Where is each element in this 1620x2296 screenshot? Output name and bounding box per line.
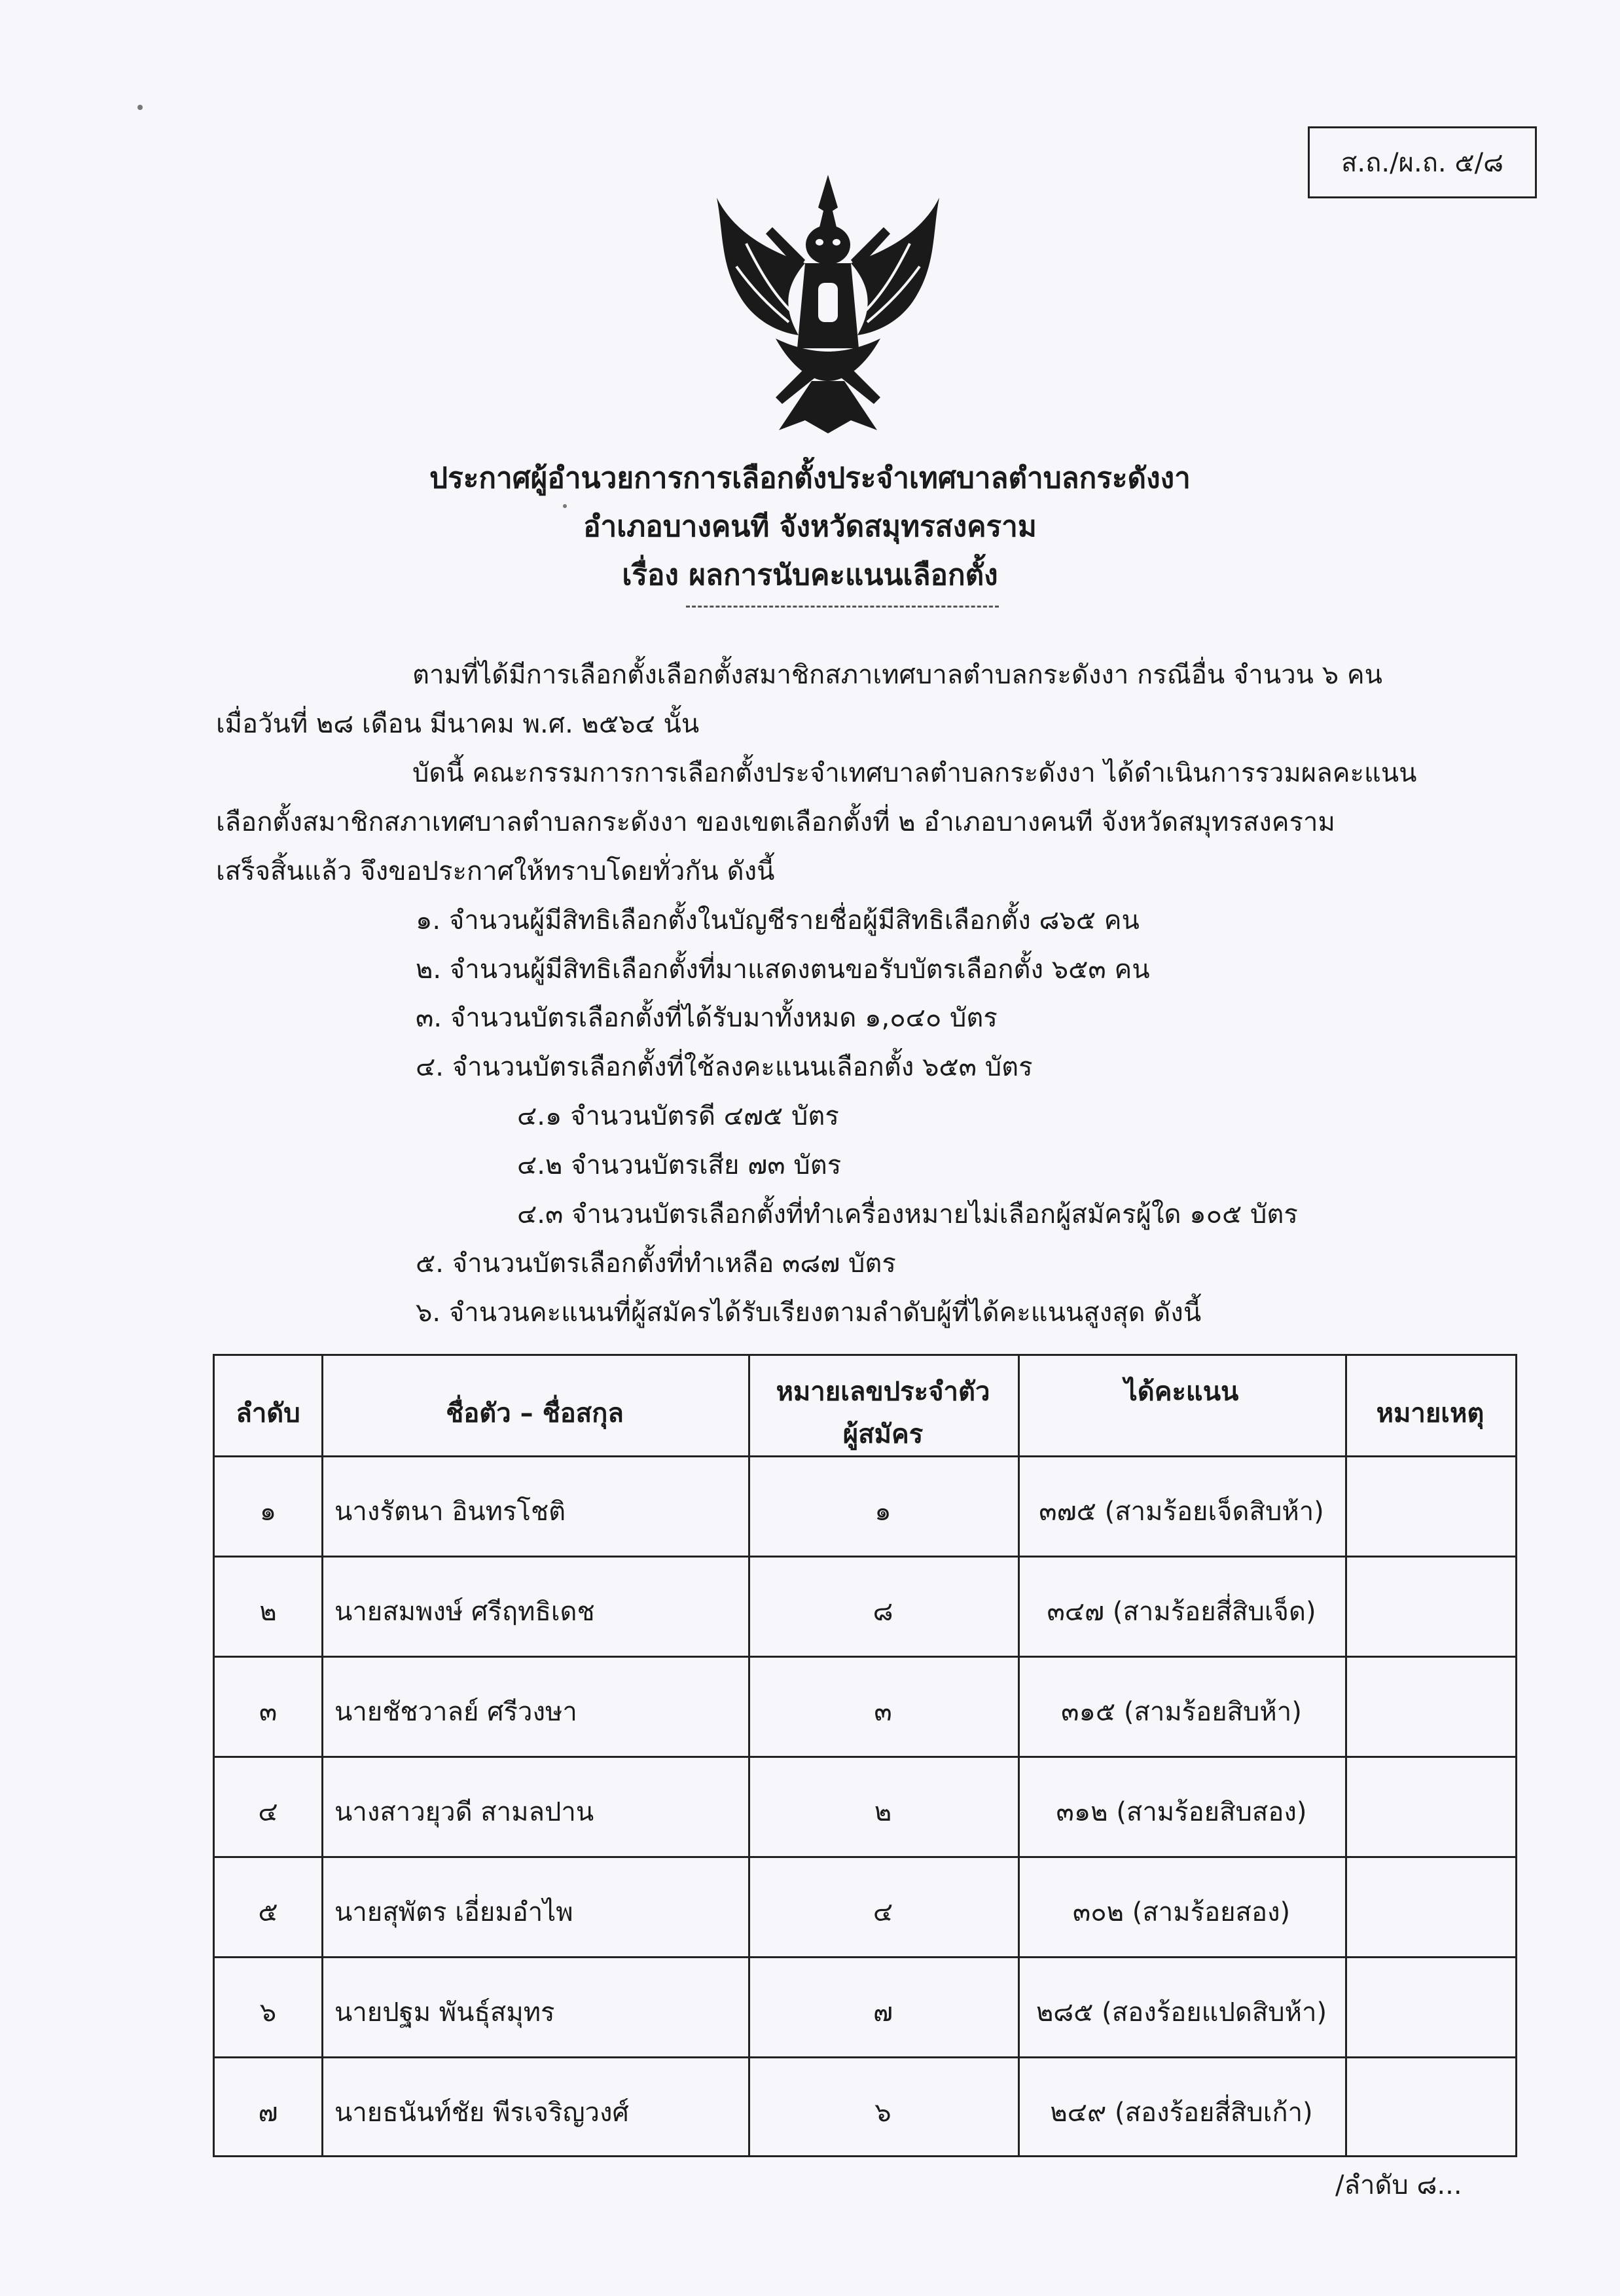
continuation-note: /ลำดับ ๘... xyxy=(1335,2170,1462,2200)
row-7-name: นายธนันท์ชัย พีรเจริญวงศ์ xyxy=(334,2098,629,2128)
announcement-location: อำเภอบางคนที จังหวัดสมุทรสงคราม xyxy=(583,510,1037,543)
paragraph-1-line-1: ตามที่ได้มีการเลือกตั้งเลือกตั้งสมาชิกสภาเทศบาลตำบลกระดังงา กรณีอื่น จำนวน ๖ คน xyxy=(412,660,1382,690)
row-2-name: นายสมพงษ์ ศรีฤทธิเดช xyxy=(334,1597,595,1627)
row-2-rank: ๒ xyxy=(259,1597,277,1627)
row-3-name: นายชัชวาลย์ ศรีวงษา xyxy=(334,1697,577,1727)
row-6-name: นายปฐม พันธุ์สมุทร xyxy=(334,1997,555,2028)
item-5-remaining-ballots: ๕. จำนวนบัตรเลือกตั้งที่ทำเหลือ ๓๘๗ บัตร xyxy=(416,1248,896,1279)
item-4-2-invalid-ballots: ๔.๒ จำนวนบัตรเสีย ๗๓ บัตร xyxy=(517,1150,842,1180)
table-row-divider xyxy=(215,1956,1515,1958)
row-6-votes: ๒๘๕ (สองร้อยแปดสิบห้า) xyxy=(1035,1997,1327,2028)
table-row-divider xyxy=(215,1856,1515,1858)
row-4-votes: ๓๑๒ (สามร้อยสิบสอง) xyxy=(1056,1797,1307,1827)
item-2-voters-present: ๒. จำนวนผู้มีสิทธิเลือกตั้งที่มาแสดงตนขอรับบัตรเลือกตั้ง ๖๕๓ คน xyxy=(416,955,1150,985)
table-row-divider xyxy=(215,1455,1515,1457)
row-5-name: นายสุพัตร เอี่ยมอำไพ xyxy=(334,1897,573,1927)
announcement-subject: เรื่อง ผลการนับคะแนนเลือกตั้ง xyxy=(622,558,998,592)
table-row-divider xyxy=(215,1656,1515,1658)
row-3-rank: ๓ xyxy=(259,1697,278,1727)
row-6-rank: ๖ xyxy=(259,1997,277,2028)
row-2-votes: ๓๔๗ (สามร้อยสี่สิบเจ็ด) xyxy=(1047,1597,1316,1627)
table-row-divider xyxy=(215,2056,1515,2058)
row-7-votes: ๒๔๙ (สองร้อยสี่สิบเก้า) xyxy=(1050,2098,1313,2128)
row-1-rank: ๑ xyxy=(259,1497,277,1527)
row-6-number: ๗ xyxy=(873,1997,893,2028)
row-1-number: ๑ xyxy=(874,1497,891,1527)
scan-speck xyxy=(137,105,143,110)
row-4-rank: ๔ xyxy=(258,1797,278,1827)
row-1-votes: ๓๗๕ (สามร้อยเจ็ดสิบห้า) xyxy=(1039,1497,1324,1527)
paragraph-2-line-1: บัดนี้ คณะกรรมการการเลือกตั้งประจำเทศบาลตำบลกระดังงา ได้ดำเนินการรวมผลคะแนน xyxy=(412,758,1417,788)
row-5-rank: ๕ xyxy=(258,1897,278,1927)
header-number-line-2: ผู้สมัคร xyxy=(842,1419,924,1449)
row-4-name: นางสาวยุวดี สามลปาน xyxy=(334,1797,594,1827)
results-table xyxy=(213,1354,1517,2157)
row-5-number: ๔ xyxy=(873,1897,893,1927)
row-7-number: ๖ xyxy=(874,2098,891,2128)
header-votes: ได้คะแนน xyxy=(1124,1377,1239,1407)
table-row-divider xyxy=(215,1556,1515,1558)
table-row-divider xyxy=(215,1756,1515,1758)
row-3-number: ๓ xyxy=(874,1697,892,1727)
item-4-1-valid-ballots: ๔.๑ จำนวนบัตรดี ๔๗๕ บัตร xyxy=(517,1101,839,1131)
item-3-ballots-received: ๓. จำนวนบัตรเลือกตั้งที่ได้รับมาทั้งหมด ๑,๐๔๐ บัตร xyxy=(416,1003,998,1033)
row-3-votes: ๓๑๕ (สามร้อยสิบห้า) xyxy=(1061,1697,1302,1727)
header-name: ชื่อตัว – ชื่อสกุล xyxy=(446,1398,624,1429)
garuda-emblem xyxy=(707,172,949,437)
item-4-ballots-used: ๔. จำนวนบัตรเลือกตั้งที่ใช้ลงคะแนนเลือกตั้ง ๖๕๓ บัตร xyxy=(416,1052,1033,1082)
paragraph-2-line-3: เสร็จสิ้นแล้ว จึงขอประกาศให้ทราบโดยทั่วกัน ดังนี้ xyxy=(216,856,775,886)
header-separator xyxy=(686,606,999,608)
header-number-line-1: หมายเลขประจำตัว xyxy=(776,1377,990,1407)
paragraph-1-line-2: เมื่อวันที่ ๒๘ เดือน มีนาคม พ.ศ. ๒๕๖๔ นั้น xyxy=(216,709,700,739)
item-4-3-no-vote-ballots: ๔.๓ จำนวนบัตรเลือกตั้งที่ทำเครื่องหมายไม่เลือกผู้สมัครผู้ใด ๑๐๕ บัตร xyxy=(517,1199,1298,1230)
announcement-title: ประกาศผู้อำนวยการการเลือกตั้งประจำเทศบาลตำบลกระดังงา xyxy=(429,462,1191,495)
form-code-box: ส.ถ./ผ.ถ. ๕/๘ xyxy=(1308,126,1537,198)
row-1-name: นางรัตนา อินทรโชติ xyxy=(334,1497,566,1527)
item-6-candidate-votes-intro: ๖. จำนวนคะแนนที่ผู้สมัครได้รับเรียงตามลำดับผู้ที่ได้คะแนนสูงสุด ดังนี้ xyxy=(416,1298,1202,1328)
paragraph-2-line-2: เลือกตั้งสมาชิกสภาเทศบาลตำบลกระดังงา ของเขตเลือกตั้งที่ ๒ อำเภอบางคนที จังหวัดสมุทรสงคราม xyxy=(216,807,1335,837)
header-rank: ลำดับ xyxy=(236,1398,300,1429)
row-4-number: ๒ xyxy=(874,1797,892,1827)
row-7-rank: ๗ xyxy=(258,2098,278,2128)
header-remark: หมายเหตุ xyxy=(1376,1398,1485,1429)
row-2-number: ๘ xyxy=(873,1597,893,1627)
row-5-votes: ๓๐๒ (สามร้อยสอง) xyxy=(1072,1897,1291,1927)
item-1-eligible-voters: ๑. จำนวนผู้มีสิทธิเลือกตั้งในบัญชีรายชื่อผู้มีสิทธิเลือกตั้ง ๘๖๕ คน xyxy=(416,905,1140,936)
